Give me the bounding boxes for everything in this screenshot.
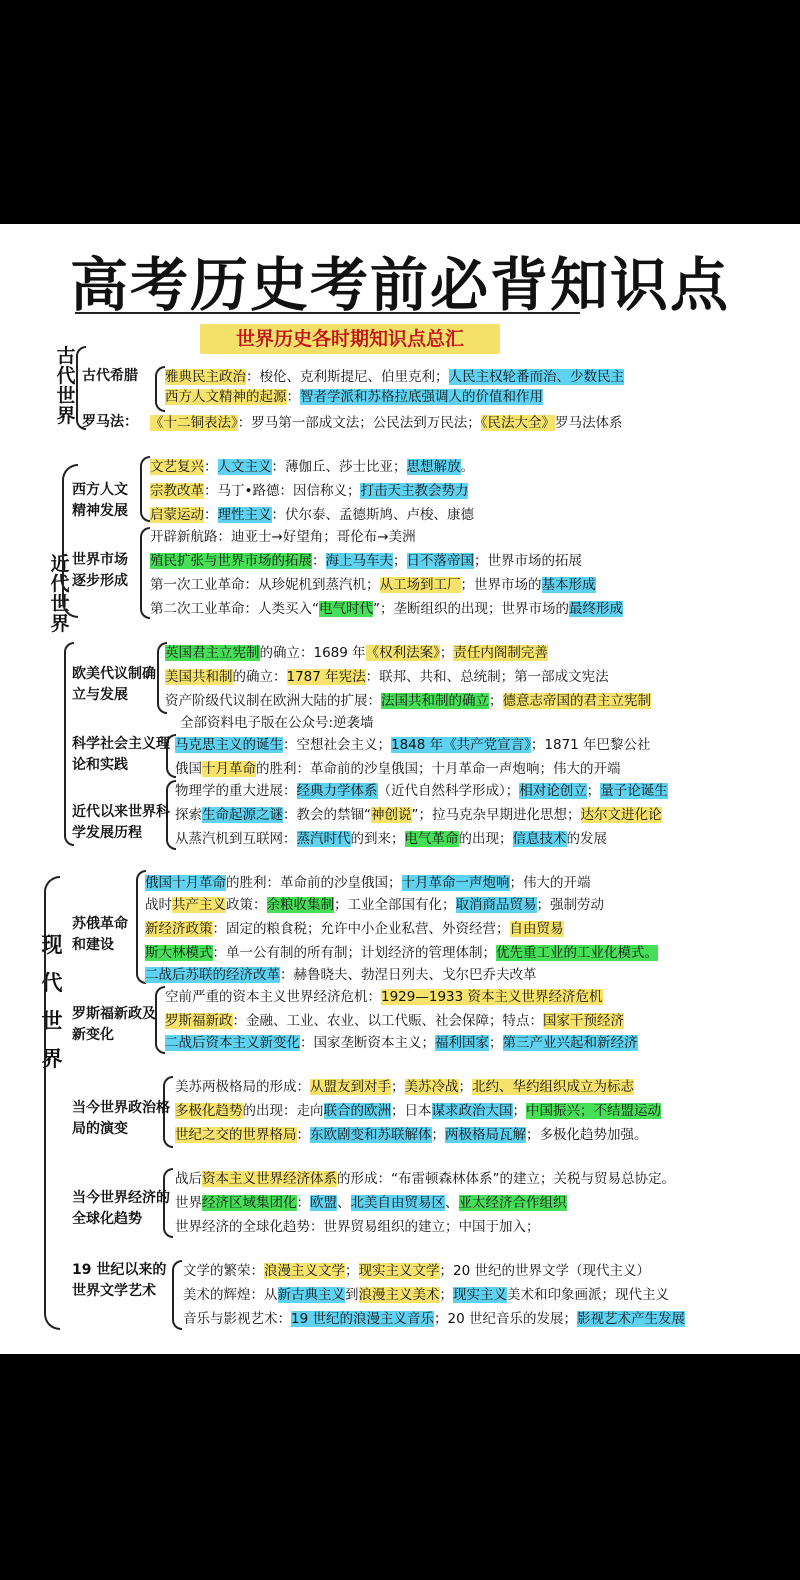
lt-1-segment-1: 浪漫主义文学 [264,1263,345,1279]
rep-system-row-1 [165,642,548,664]
title-underline [75,312,580,314]
ws-3-segment-1: ： [204,507,218,523]
pl-1-segment-5: 北约、华约组织成立为标志 [472,1079,634,1095]
note-segment-0: 全部资料电子版在公众号:逆袭墙 [180,715,374,731]
lt-2-segment-2: 到 [345,1287,359,1303]
rf-3-segment-1: ：国家垄断资本主义； [300,1035,435,1051]
label-rep-system: 欧美代议制确立与发展 [72,666,156,703]
ec-2-segment-7: 亚太经济合作组织 [458,1195,567,1211]
socialism-row-1 [175,734,651,756]
ec-2-segment-5: 北美自由贸易区 [350,1195,445,1211]
pl-3-segment-0: 世纪之交的世界格局 [175,1127,297,1143]
soviet-row-3 [145,918,564,940]
rf-1-segment-1: 1929—1933 资本主义世界经济危机 [381,989,603,1005]
lt-3-segment-3: 影视艺术产生发展 [576,1311,685,1327]
label-west-spirit: 西方人文精神发展 [72,482,128,519]
wm-2-segment-5: ；世界市场的拓展 [474,553,582,569]
sc-2-segment-0: 探索 [175,807,202,823]
era-modern-early: 近代世界 [50,553,70,635]
ws-1-segment-1: ： [204,459,218,475]
label-rome: 罗马法： [82,414,138,430]
ec-2-segment-0: 世界 [175,1195,202,1211]
sc-3-segment-2: 的到来； [350,831,405,847]
sc-2-segment-1: 生命起源之谜 [202,807,283,823]
brace-world-market [140,527,150,619]
lt-2-segment-4: ； [439,1287,453,1303]
sv-5-segment-1: ：赫鲁晓夫、勃涅日列夫、戈尔巴乔夫改革 [280,967,537,983]
sc-2-segment-5: 达尔文进化论 [580,807,662,823]
rep-system-row-3 [165,690,651,712]
sv-4-segment-1: ：单一公有制的所有制；计划经济的管理体制； [212,945,496,961]
ec-1-segment-2: 的形成：“布雷顿森林体系”的建立；关税与贸易总协定。 [337,1171,675,1187]
rf-2-segment-1: ：金融、工业、农业、以工代赈、社会保障；特点： [232,1013,543,1029]
label-economy: 当今世界经济的全球化趋势 [72,1190,170,1227]
sv-5-segment-0: 二战后苏联的经济改革 [145,967,280,983]
pl-2-segment-5: ； [512,1103,526,1119]
ws-1-segment-4: 思想解放 [406,459,461,475]
wm-1-segment-0: 开辟新航路：迪亚士→好望角；哥伦布→美洲 [150,529,416,545]
lt-2-segment-0: 美术的辉煌：从 [183,1287,278,1303]
pl-3-segment-4: 两极格局瓦解 [445,1127,526,1143]
ec-2-segment-3: 欧盟 [310,1195,337,1211]
wm-2-segment-0: 殖民扩张与世界市场的拓展 [150,553,312,569]
rf-2-segment-0: 罗斯福新政 [165,1013,233,1029]
ec-2-segment-1: 经济区域集团化 [202,1195,297,1211]
rome-row [150,412,623,434]
label-socialism: 科学社会主义理论和实践 [72,736,170,773]
so-1-segment-0: 马克思主义的诞生 [175,737,283,753]
greece-row-1 [165,366,624,388]
wm-3-segment-3: 基本形成 [541,577,596,593]
greece-1-segment-1: ：梭伦、克利斯提尼、伯里克利； [246,369,449,385]
lt-3-segment-2: ；20 世纪音乐的发展； [433,1311,577,1327]
sc-1-segment-1: 经典力学体系 [296,783,378,799]
west-spirit-row-3 [150,504,474,526]
pl-2-segment-0: 多极化趋势 [175,1103,243,1119]
rome-1-segment-0: 《十二铜表法》 [150,415,238,431]
wm-2-segment-4: 日不落帝国 [406,553,474,569]
rs-3-segment-1: 法国共和制的确立 [381,693,489,709]
rome-1-segment-1: ：罗马第一部成文法；公民法到万民法； [237,415,481,431]
brace-greece [155,366,165,412]
politics-row-3 [175,1124,648,1146]
rs-2-segment-3: ：联邦、共和、总统制；第一部成文宪法 [365,669,609,685]
study-sheet [0,224,800,1354]
ec-2-segment-2: ： [296,1195,310,1211]
politics-row-2 [175,1100,661,1122]
lt-1-segment-4: ；20 世纪的世界文学（现代主义） [439,1263,650,1279]
ws-2-segment-0: 宗教改革 [150,483,204,499]
greece-1-segment-2: 人民主权轮番而治、少数民主 [448,369,624,385]
so-1-segment-1: ：空想社会主义； [283,737,391,753]
rs-1-segment-2: 《权利法案》 [365,645,440,661]
lt-2-segment-3: 浪漫主义美术 [358,1287,440,1303]
ws-1-segment-0: 文艺复兴 [150,459,204,475]
so-1-segment-3: ；1871 年巴黎公社 [530,737,651,753]
wm-2-segment-1: ： [312,553,326,569]
greece-2-segment-1: ： [286,389,300,405]
sc-3-segment-4: 的出现； [458,831,513,847]
brace-west-spirit [140,456,150,522]
literature-row-1 [183,1260,650,1282]
economy-row-3 [175,1216,540,1238]
sv-2-segment-2: 政策： [226,897,267,913]
world-market-row-2 [150,550,582,572]
socialism-row-2 [175,758,621,780]
wm-4-segment-1: 电气时代 [319,601,373,617]
page-title: 高考历史考前必背知识点 [69,251,730,319]
label-science: 近代以来世界科学发展历程 [72,804,170,841]
ws-1-segment-2: 人文主义 [217,459,272,475]
wm-3-segment-0: 第一次工业革命：从珍妮机到蒸汽机； [150,577,380,593]
wm-4-segment-3: 最终形成 [569,601,623,617]
label-politics: 当今世界政治格局的演变 [72,1100,170,1137]
ws-3-segment-2: 理性主义 [217,507,272,523]
rome-1-segment-2: 《民法大全》 [480,415,555,431]
sc-2-segment-2: ：教会的禁锢“ [283,807,371,823]
sc-3-segment-1: 蒸汽时代 [296,831,351,847]
rome-1-segment-3: 罗马法体系 [555,415,623,431]
ec-3-segment-0: 世界经济的全球化趋势：世界贸易组织的建立；中国于加入； [175,1219,540,1235]
sv-2-segment-6: ；强制劳动 [536,897,604,913]
sv-2-segment-3: 余粮收集制 [266,897,334,913]
so-2-segment-1: 十月革命 [202,761,256,777]
rs-1-segment-1: 的确立：1689 年 [259,645,366,661]
pl-1-segment-3: 美苏冷战 [404,1079,459,1095]
pl-2-segment-4: 谋求政治大国 [431,1103,513,1119]
rs-1-segment-0: 英国君主立宪制 [165,645,260,661]
greece-row-2 [165,386,543,408]
rs-3-segment-0: 资产阶级代议制在欧洲大陆的扩展： [165,693,381,709]
rf-1-segment-0: 空前严重的资本主义世界经济危机： [165,989,381,1005]
era-ancient: 古代世界 [56,345,76,427]
sv-3-segment-2: 自由贸易 [509,921,564,937]
brace-literature [172,1260,182,1330]
roosevelt-row-2 [165,1010,624,1032]
brace-modern [44,876,60,1330]
pl-1-segment-4: ； [458,1079,472,1095]
rf-3-segment-2: 福利国家 [435,1035,489,1051]
ws-1-segment-3: ：薄伽丘、莎士比亚； [271,459,407,475]
greece-1-segment-0: 雅典民主政治 [165,369,246,385]
rs-2-segment-0: 美国共和制 [165,669,233,685]
wm-3-segment-1: 从工场到工厂 [379,577,461,593]
resource-note [180,712,374,734]
lt-2-segment-1: 新古典主义 [277,1287,345,1303]
sv-3-segment-0: 新经济政策 [145,921,213,937]
rs-3-segment-3: 德意志帝国的君主立宪制 [502,693,651,709]
sc-3-segment-5: 信息技术 [512,831,567,847]
rs-1-segment-3: ； [439,645,454,661]
pl-2-segment-2: 联合的欧洲 [323,1103,391,1119]
label-roosevelt: 罗斯福新政及新变化 [72,1006,156,1043]
sc-3-segment-6: 的发展 [566,831,607,847]
pl-2-segment-6: 中国振兴；不结盟运动 [526,1103,661,1119]
science-row-1 [175,780,668,802]
wm-4-segment-0: 第二次工业革命：人类买入“ [150,601,319,617]
sc-1-segment-4: ； [586,783,601,799]
west-spirit-row-2 [150,480,468,502]
so-2-segment-2: 的胜利：革命前的沙皇俄国；十月革命一声炮响；伟大的开端 [256,761,621,777]
science-row-2 [175,804,662,826]
sv-1-segment-2: 十月革命一声炮响 [401,875,510,891]
sv-1-segment-3: ；伟大的开端 [509,875,591,891]
sv-2-segment-5: 取消商品贸易 [455,897,537,913]
ws-2-segment-1: ：马丁•路德：因信称义； [204,483,361,499]
sv-2-segment-4: ；工业全部国有化； [334,897,456,913]
sv-1-segment-0: 俄国十月革命 [145,875,226,891]
lt-3-segment-1: 19 世纪的浪漫主义音乐 [291,1311,434,1327]
ec-1-segment-1: 资本主义世界经济体系 [202,1171,337,1187]
lt-3-segment-0: 音乐与影视艺术： [183,1311,291,1327]
literature-row-3 [183,1308,685,1330]
economy-row-1 [175,1168,675,1190]
label-world-market: 世界市场逐步形成 [72,552,128,589]
ws-3-segment-0: 启蒙运动 [150,507,204,523]
lt-2-segment-6: 美术和印象画派；现代主义 [507,1287,669,1303]
sc-1-segment-3: 相对论创立 [519,783,587,799]
pl-1-segment-2: ； [391,1079,405,1095]
wm-4-segment-2: ”；垄断组织的出现；世界市场的 [373,601,569,617]
brace-roosevelt [155,986,165,1054]
lt-2-segment-5: 现实主义 [453,1287,507,1303]
sv-1-segment-1: 的胜利：革命前的沙皇俄国； [226,875,402,891]
soviet-row-4 [145,942,658,964]
ws-2-segment-2: 打击天主教会势力 [360,483,469,499]
ec-1-segment-0: 战后 [175,1171,202,1187]
rf-3-segment-3: ； [489,1035,503,1051]
ws-1-segment-5: 。 [460,459,474,475]
ec-2-segment-4: 、 [337,1195,351,1211]
pl-2-segment-1: 的出现：走向 [242,1103,324,1119]
roosevelt-row-1 [165,986,603,1008]
rf-3-segment-4: 第三产业兴起和新经济 [502,1035,638,1051]
wm-3-segment-2: ；世界市场的 [460,577,542,593]
ws-3-segment-3: ：伏尔泰、孟德斯鸠、卢梭、康德 [271,507,474,523]
pl-2-segment-3: ；日本 [391,1103,432,1119]
science-row-3 [175,828,607,850]
west-spirit-row-1 [150,456,474,478]
sv-2-segment-1: 共产主义 [172,897,226,913]
sc-2-segment-4: ”；拉马克杂早期进化思想； [411,807,581,823]
wm-2-segment-3: ； [393,553,407,569]
sc-1-segment-5: 量子论诞生 [600,783,668,799]
so-1-segment-2: 1848 年《共产党宣言》 [391,737,531,753]
pl-3-segment-2: 东欧剧变和苏联解体 [310,1127,432,1143]
sv-4-segment-2: 优先重工业的工业化模式。 [496,945,658,961]
literature-row-2 [183,1284,669,1306]
pl-1-segment-1: 从盟友到对手 [310,1079,391,1095]
ec-2-segment-6: 、 [445,1195,459,1211]
pl-3-segment-1: ： [296,1127,310,1143]
rs-2-segment-1: 的确立： [232,669,287,685]
soviet-row-1 [145,872,591,894]
lt-1-segment-2: ； [345,1263,359,1279]
sv-2-segment-0: 战时 [145,897,172,913]
rf-2-segment-2: 国家干预经济 [543,1013,624,1029]
label-soviet: 苏俄革命和建设 [72,916,128,953]
section-subtitle: 世界历史各时期知识点总汇 [200,324,500,354]
rs-2-segment-2: 1787 年宪法 [286,669,366,685]
sc-2-segment-3: 神创说 [371,807,412,823]
label-greece: 古代希腊 [82,368,138,384]
soviet-row-5 [145,964,537,986]
era-modern: 现代世界 [41,933,63,1071]
world-market-row-4 [150,598,623,620]
sv-3-segment-1: ：固定的粮食税；允许中小企业私营、外资经营； [212,921,510,937]
sv-4-segment-0: 斯大林模式 [145,945,213,961]
greece-2-segment-0: 西方人文精神的起源 [165,389,287,405]
wm-2-segment-2: 海上马车夫 [325,553,393,569]
so-2-segment-0: 俄国 [175,761,202,777]
pl-1-segment-0: 美苏两极格局的形成： [175,1079,310,1095]
sc-3-segment-3: 电气革命 [404,831,459,847]
greece-2-segment-2: 智者学派和苏格拉底强调人的价值和作用 [300,389,543,405]
rep-system-row-2 [165,666,609,688]
sc-1-segment-2: （近代自然科学形成）； [377,783,520,799]
lt-1-segment-0: 文学的繁荣： [183,1263,264,1279]
pl-3-segment-5: ；多极化趋势加强。 [526,1127,648,1143]
soviet-row-2 [145,894,604,916]
pl-3-segment-3: ； [431,1127,445,1143]
roosevelt-row-3 [165,1032,638,1054]
rs-3-segment-2: ； [489,693,503,709]
world-market-row-3 [150,574,596,596]
label-literature: 19 世纪以来的世界文学艺术 [72,1262,167,1299]
sc-1-segment-0: 物理学的重大进展： [175,783,297,799]
rf-3-segment-0: 二战后资本主义新变化 [165,1035,300,1051]
economy-row-2 [175,1192,567,1214]
rs-1-segment-4: 责任内阁制完善 [453,645,548,661]
lt-1-segment-3: 现实主义文学 [358,1263,440,1279]
sc-3-segment-0: 从蒸汽机到互联网： [175,831,297,847]
world-market-row-1 [150,526,416,548]
politics-row-1 [175,1076,634,1098]
